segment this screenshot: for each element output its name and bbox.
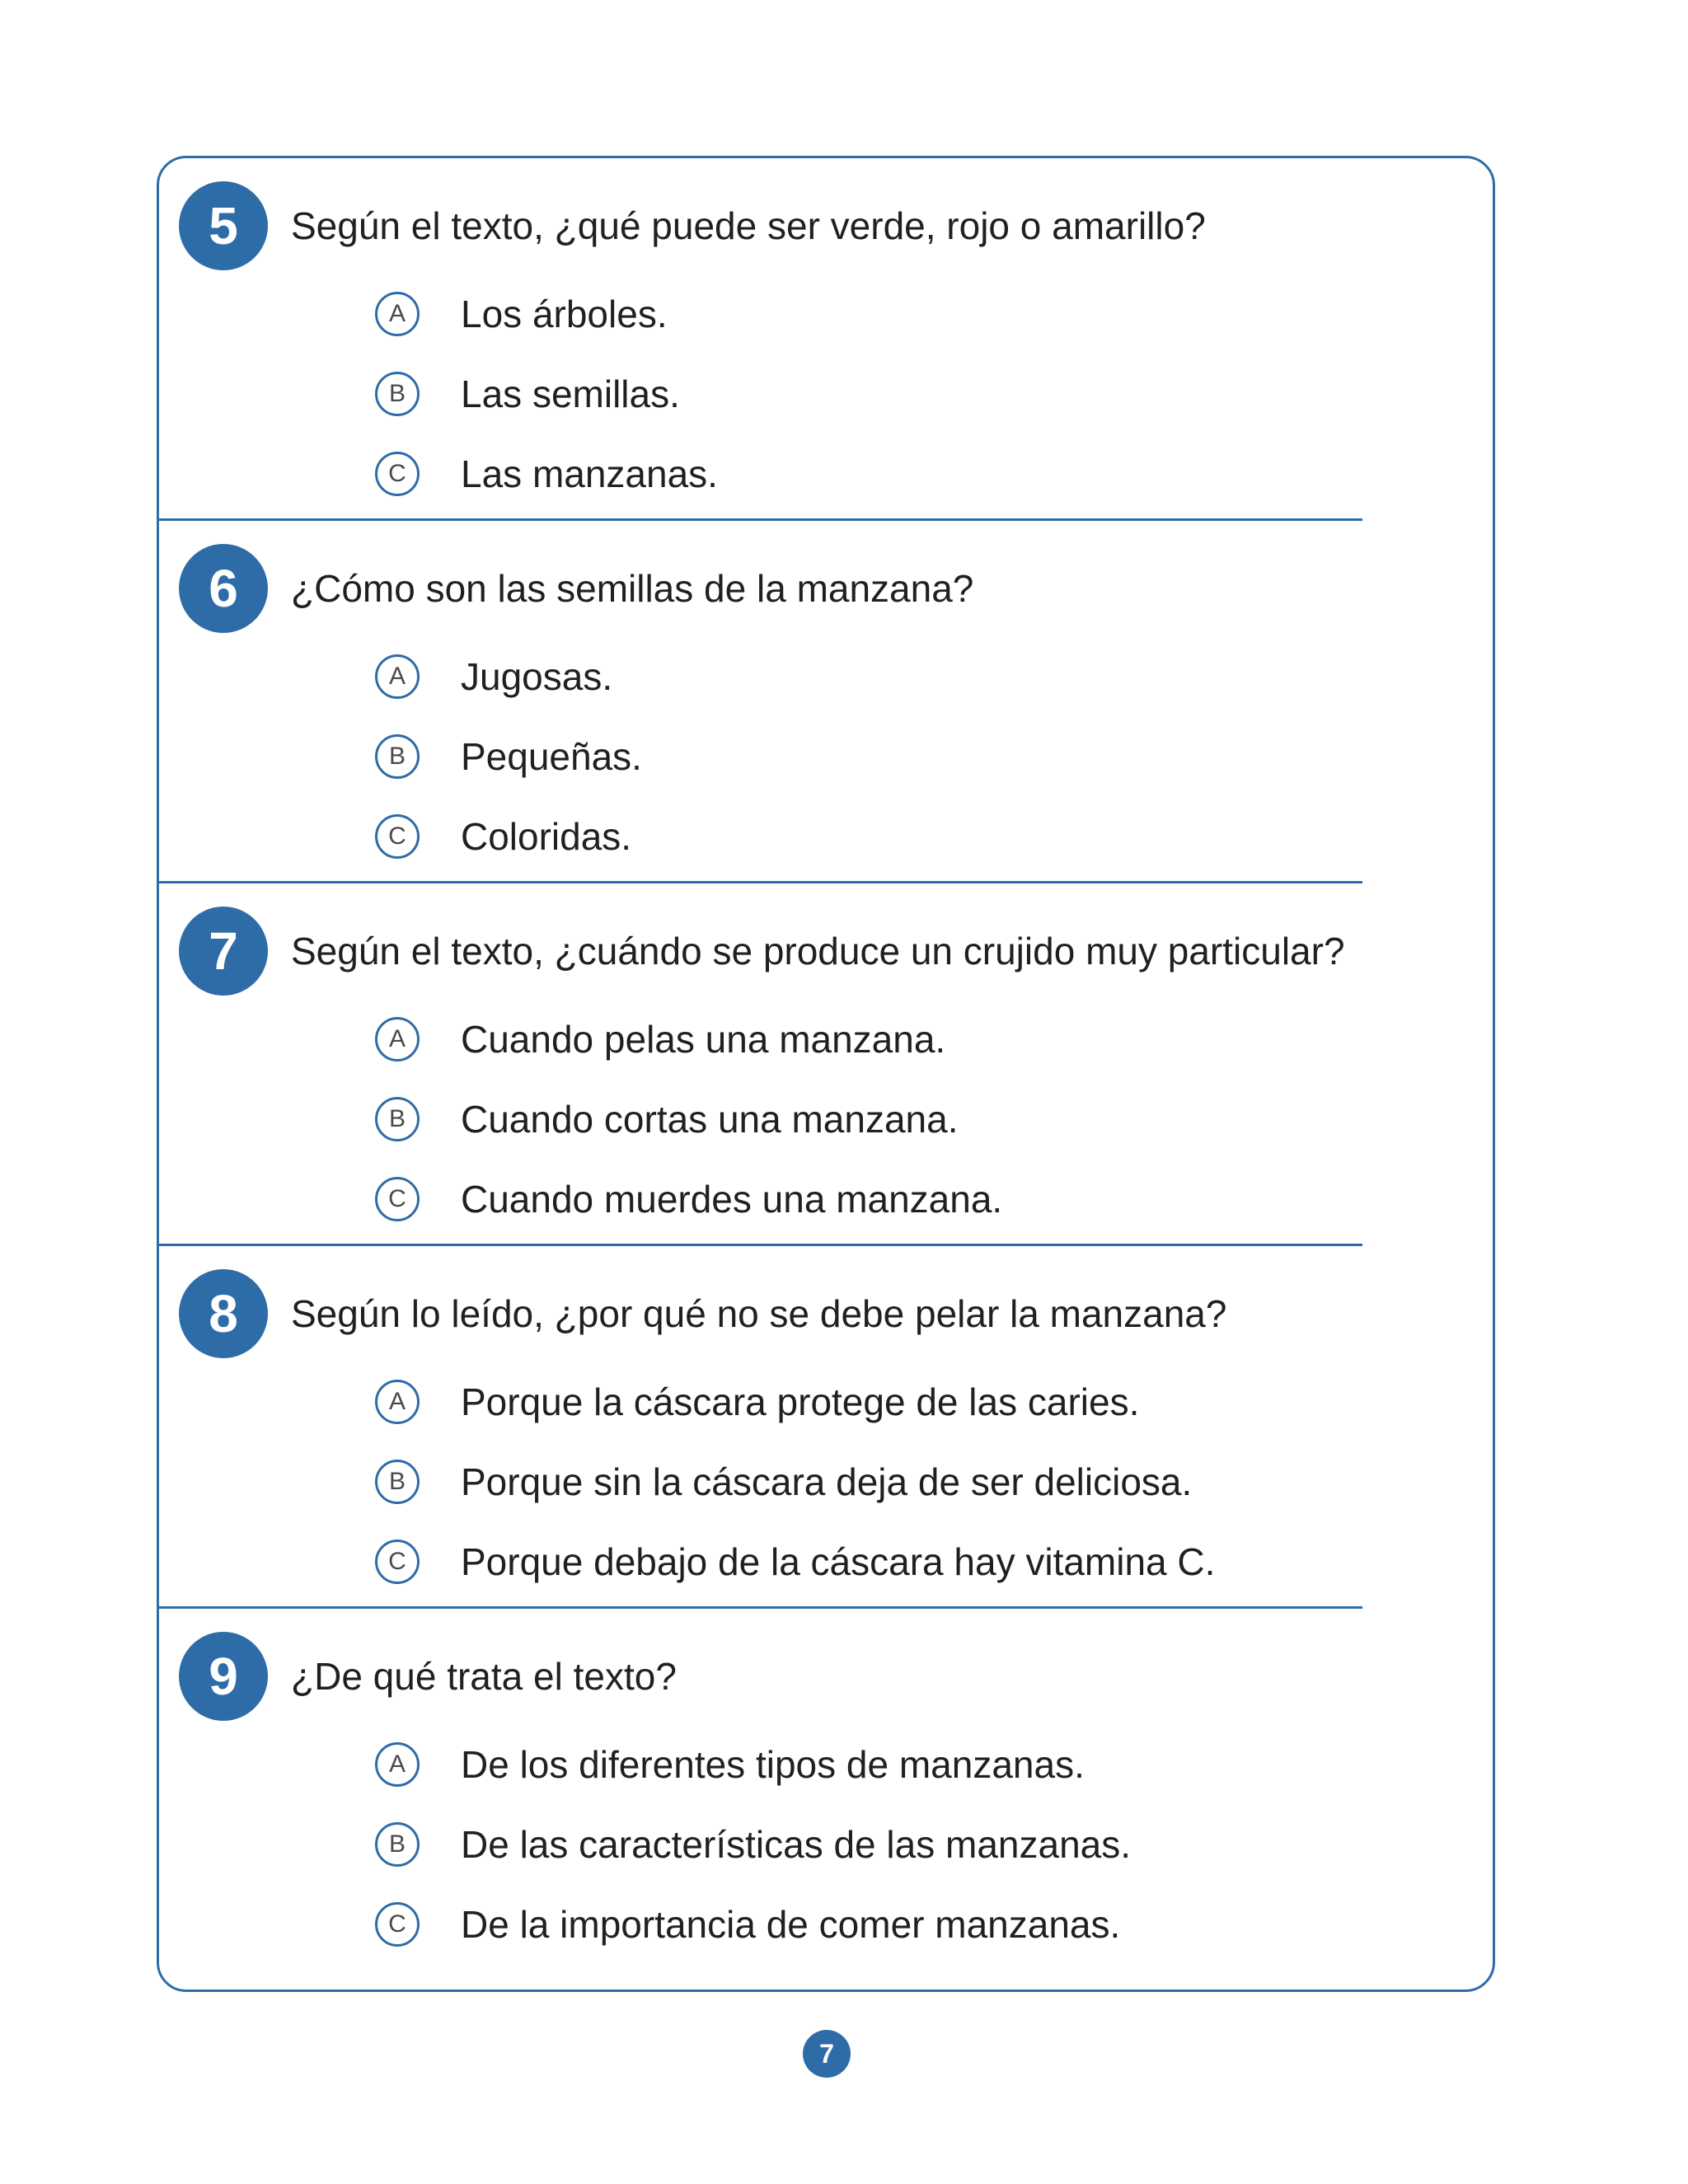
option-bubble-a[interactable]: A	[375, 654, 420, 699]
option-a[interactable]	[375, 1361, 1215, 1441]
option-text: De las características de las manzanas.	[461, 1822, 1132, 1866]
question-number-badge: 6	[179, 544, 268, 633]
question-5	[159, 158, 1362, 521]
option-text: Los árboles.	[461, 292, 668, 335]
option-bubble-b[interactable]: B	[375, 1460, 420, 1504]
option-bubble-b[interactable]: B	[375, 1097, 420, 1141]
option-text: Porque la cáscara protege de las caries.	[461, 1380, 1140, 1423]
option-text: Pequeñas.	[461, 734, 642, 778]
option-text: Jugosas.	[461, 654, 613, 698]
option-bubble-b[interactable]: B	[375, 372, 420, 416]
option-b[interactable]	[375, 1079, 1002, 1159]
option-bubble-c[interactable]: C	[375, 1902, 420, 1947]
answer-options	[375, 636, 642, 876]
question-9	[159, 1609, 1362, 1971]
question-text: Según el texto, ¿qué puede ser verde, rojo o amarillo?	[291, 204, 1206, 247]
question-6	[159, 521, 1362, 883]
questions-panel	[157, 156, 1495, 1992]
question-number-badge: 7	[179, 907, 268, 996]
option-b[interactable]	[375, 354, 718, 434]
question-text: Según lo leído, ¿por qué no se debe pelar la manzana?	[291, 1292, 1227, 1335]
option-text: Cuando muerdes una manzana.	[461, 1177, 1003, 1221]
answer-options	[375, 1724, 1131, 1964]
question-7	[159, 883, 1362, 1246]
option-a[interactable]	[375, 999, 1002, 1079]
page-number: 7	[803, 2030, 851, 2078]
answer-options	[375, 1361, 1215, 1601]
option-bubble-a[interactable]: A	[375, 1742, 420, 1787]
option-c[interactable]	[375, 1159, 1002, 1239]
option-text: Cuando pelas una manzana.	[461, 1017, 946, 1061]
question-text: ¿De qué trata el texto?	[291, 1655, 677, 1698]
option-a[interactable]	[375, 1724, 1131, 1804]
question-number-badge: 9	[179, 1632, 268, 1721]
question-number-badge: 5	[179, 181, 268, 270]
option-text: De la importancia de comer manzanas.	[461, 1902, 1121, 1946]
option-text: Cuando cortas una manzana.	[461, 1097, 959, 1141]
option-bubble-a[interactable]: A	[375, 1380, 420, 1424]
option-bubble-b[interactable]: B	[375, 734, 420, 779]
option-bubble-c[interactable]: C	[375, 814, 420, 859]
question-text: ¿Cómo son las semillas de la manzana?	[291, 567, 974, 610]
option-text: Las semillas.	[461, 372, 680, 415]
option-c[interactable]	[375, 796, 642, 876]
option-bubble-c[interactable]: C	[375, 452, 420, 496]
option-bubble-c[interactable]: C	[375, 1177, 420, 1221]
question-8	[159, 1246, 1362, 1609]
option-bubble-c[interactable]: C	[375, 1540, 420, 1584]
option-b[interactable]	[375, 1804, 1131, 1884]
option-c[interactable]	[375, 434, 718, 513]
question-number-badge: 8	[179, 1269, 268, 1358]
option-a[interactable]	[375, 274, 718, 354]
option-c[interactable]	[375, 1884, 1131, 1964]
option-text: Porque sin la cáscara deja de ser deliciosa.	[461, 1460, 1193, 1503]
answer-options	[375, 999, 1002, 1239]
answer-options	[375, 274, 718, 513]
option-b[interactable]	[375, 716, 642, 796]
option-bubble-a[interactable]: A	[375, 1017, 420, 1062]
option-b[interactable]	[375, 1441, 1215, 1521]
option-text: De los diferentes tipos de manzanas.	[461, 1742, 1085, 1786]
option-bubble-b[interactable]: B	[375, 1822, 420, 1867]
option-bubble-a[interactable]: A	[375, 292, 420, 336]
option-a[interactable]	[375, 636, 642, 716]
option-text: Las manzanas.	[461, 452, 718, 495]
option-text: Coloridas.	[461, 814, 632, 858]
question-text: Según el texto, ¿cuándo se produce un crujido muy particular?	[291, 930, 1345, 972]
option-c[interactable]	[375, 1521, 1215, 1601]
option-text: Porque debajo de la cáscara hay vitamina C.	[461, 1540, 1216, 1583]
